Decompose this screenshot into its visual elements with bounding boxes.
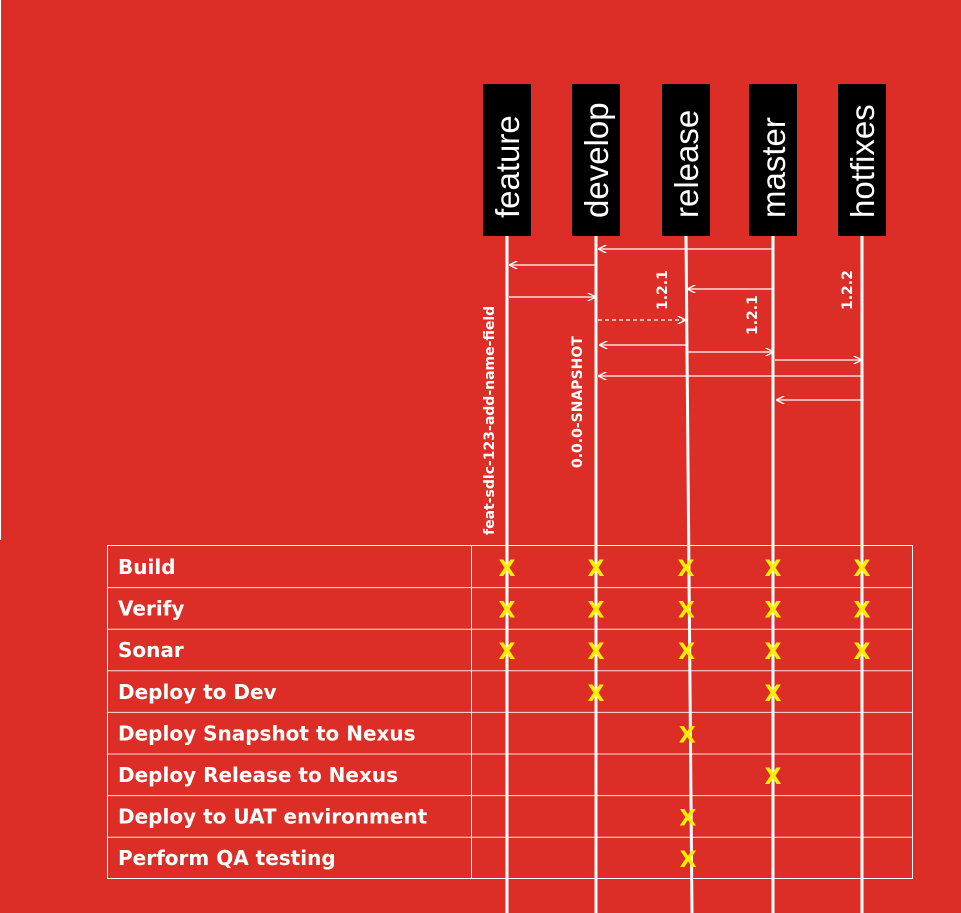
branch-header-label-master: master	[755, 117, 792, 218]
mark-master: X	[764, 765, 782, 790]
mark-release: X	[677, 557, 695, 582]
mark-develop: X	[587, 640, 605, 666]
branch-header-label-feature: feature	[489, 115, 526, 218]
branch-header-label-hotfixes: hotfixes	[844, 104, 881, 218]
mark-feature: X	[498, 557, 516, 582]
mark-release: X	[679, 806, 697, 832]
mark-master: X	[764, 640, 782, 666]
row-label-deploy-snapshot-to-nexus: Deploy Snapshot to Nexus	[118, 721, 416, 746]
mark-release: X	[678, 640, 696, 666]
master-version-label: 1.2.1	[745, 295, 761, 335]
branch-header-label-develop: develop	[578, 102, 615, 218]
mark-master: X	[764, 557, 782, 582]
row-label-verify: Verify	[118, 596, 185, 621]
mark-develop: X	[587, 557, 605, 582]
row-label-deploy-release-to-nexus: Deploy Release to Nexus	[118, 763, 398, 787]
row-label-deploy-to-dev: Deploy to Dev	[118, 679, 277, 704]
snapshot-version-label: 0.0.0-SNAPSHOT	[570, 336, 586, 468]
row-label-build: Build	[118, 555, 176, 579]
release-version-label: 1.2.1	[655, 270, 671, 310]
hotfix-version-label: 1.2.2	[840, 270, 856, 310]
mark-release: X	[677, 598, 695, 624]
mark-master: X	[764, 598, 782, 624]
mark-hotfixes: X	[853, 598, 871, 624]
row-label-sonar: Sonar	[118, 638, 184, 663]
mark-master: X	[764, 681, 782, 707]
feature-branch-label: feat-sdlc-123-add-name-field	[482, 305, 498, 535]
mark-hotfixes: X	[853, 557, 871, 582]
row-label-deploy-to-uat-environment: Deploy to UAT environment	[118, 804, 428, 829]
mark-feature: X	[498, 598, 516, 624]
mark-hotfixes: X	[853, 640, 871, 666]
mark-release: X	[679, 848, 697, 874]
mark-release: X	[678, 723, 696, 749]
row-label-perform-qa-testing: Perform QA testing	[118, 846, 336, 871]
mark-develop: X	[587, 598, 605, 624]
branch-header-label-release: release	[668, 109, 705, 218]
mark-develop: X	[587, 681, 605, 707]
mark-feature: X	[498, 640, 516, 666]
